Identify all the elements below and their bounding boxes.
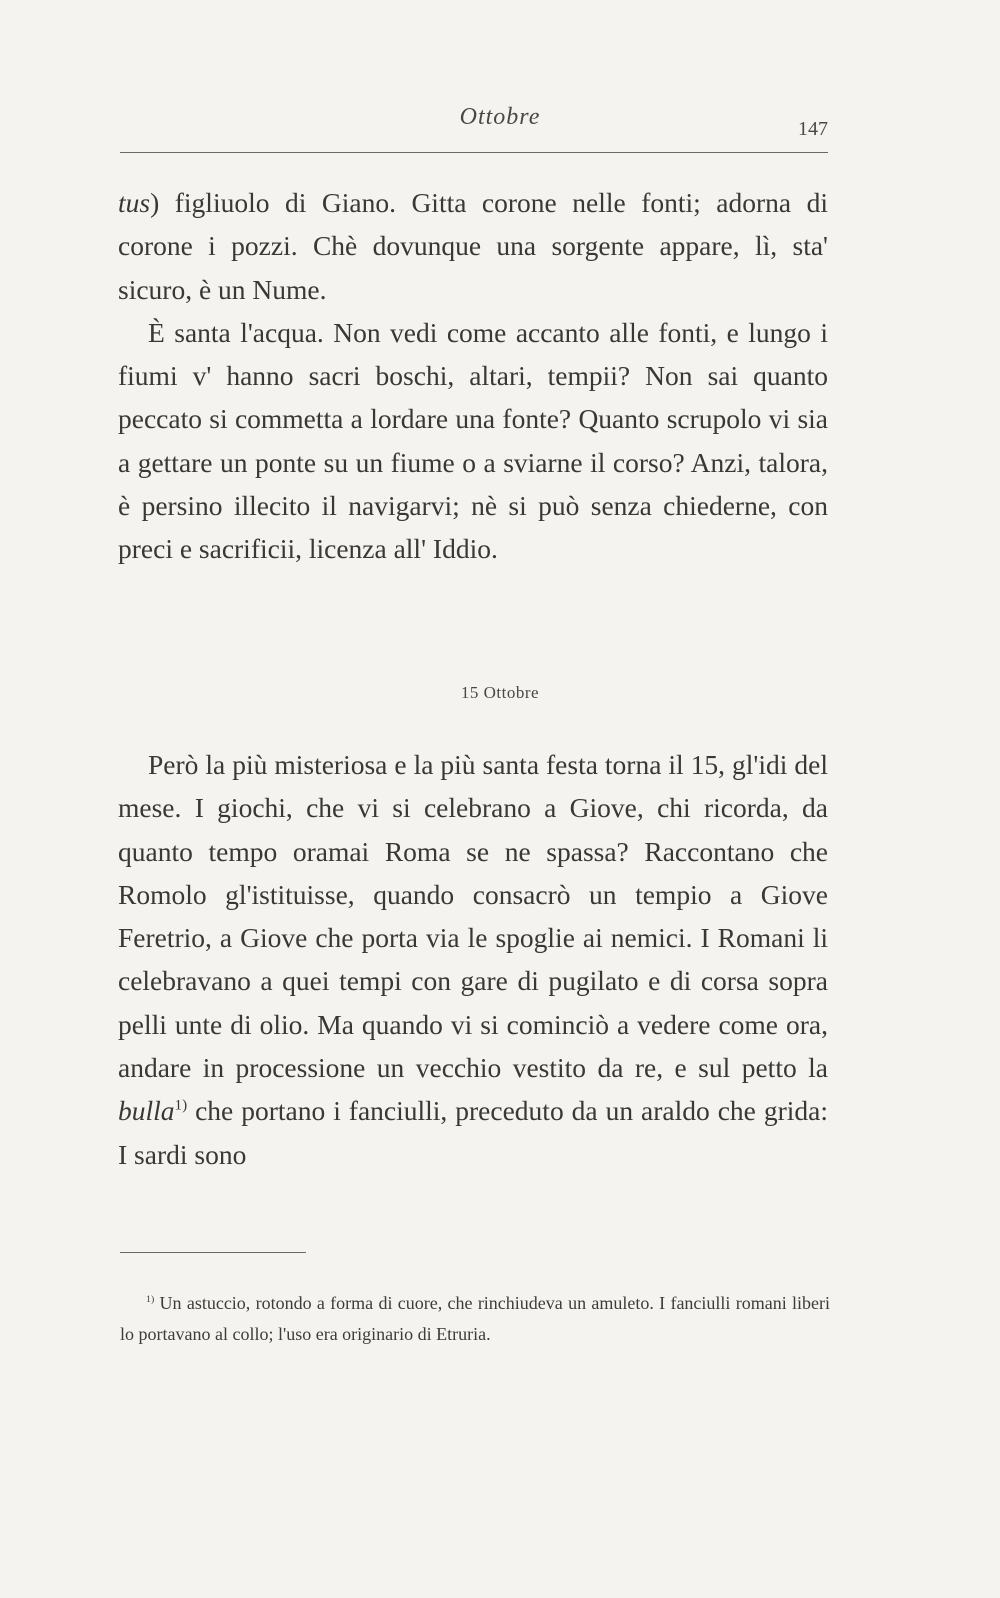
footnote-rule [120, 1252, 306, 1253]
paragraph-1-text: ) figliuolo di Giano. Gitta corone nelle fonti; adorna di corone i pozzi. Chè dovunque una sorgente appare, lì, sta' sicuro, è un Nume. [118, 187, 828, 305]
paragraph-3-text-after: che portano i fanciulli, preceduto da un araldo che grida: I sardi sono [118, 1095, 828, 1170]
section-heading: 15 Ottobre [460, 683, 540, 702]
footnote-marker: 1) [146, 1294, 155, 1306]
text-block-bottom [118, 743, 828, 1176]
page-number: 147 [798, 118, 828, 140]
paragraph-1-italic: tus [118, 187, 151, 218]
footnote [120, 1288, 830, 1350]
running-title: Ottobre [459, 104, 541, 130]
text-block-top [118, 181, 828, 571]
paragraph-3 [118, 743, 828, 1176]
footnote-reference: 1) [174, 1097, 188, 1114]
paragraph-2: È santa l'acqua. Non vedi come accanto alle fonti, e lungo i fiumi v' hanno sacri boschi, altari, tempii? Non sai quanto peccato si commetta a lordare una fonte? Quanto scrupolo vi sia a gettare un ponte su un fiume o a sviarne il corso? Anzi, talora, è persino illecito il navigarvi; nè si può senza chiederne, con preci e sacrificii, licenza all' Iddio. [118, 316, 828, 565]
paragraph-3-text-before: Però la più misteriosa e la più santa festa torna il 15, gl'idi del mese. I giochi, che vi si celebrano a Giove, chi ricorda, da quanto tempo oramai Roma se ne spassa? Raccontano che Romolo gl'istituisse, quando consacrò un tempio a Giove Feretrio, a Giove che porta via le spoglie ai nemici. I Romani li celebravano a quei tempi con gare di pugilato e di corsa sopra pelli unte di olio. Ma quando vi si cominciò a vedere come ora, andare in processione un vecchio vestito da re, e sul petto la [118, 749, 828, 1084]
footnote-text: Un astuccio, rotondo a forma di cuore, che rinchiudeva un amuleto. I fanciulli romani liberi lo portavano al collo; l'uso era originario di Etruria. [120, 1293, 830, 1344]
footnote-paragraph [120, 1288, 830, 1350]
paragraph-3-italic-bulla: bulla [118, 1095, 175, 1127]
header-rule [120, 152, 828, 153]
paragraph-1 [118, 181, 828, 311]
